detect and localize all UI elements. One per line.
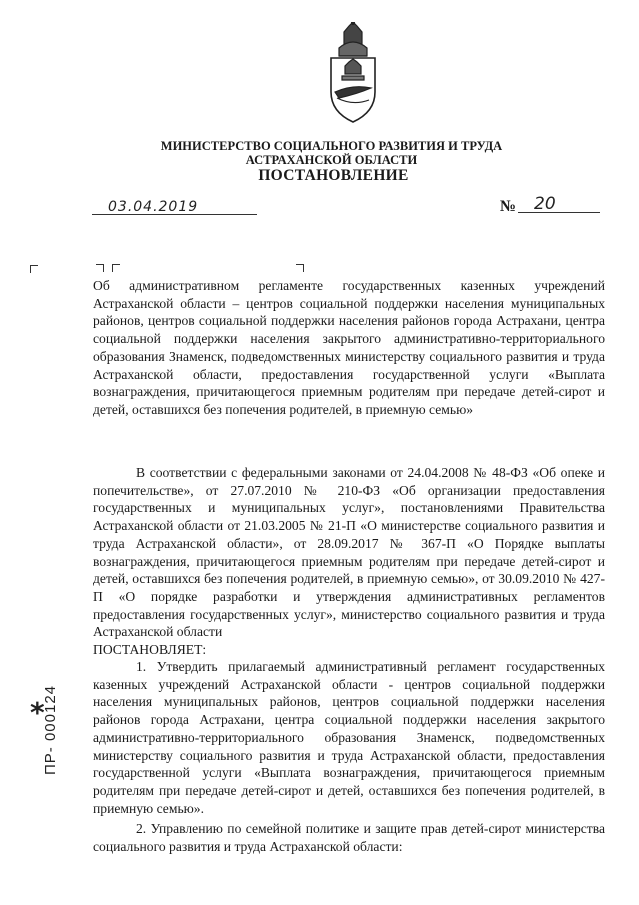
corner-mark xyxy=(30,265,38,273)
margin-asterisk: * xyxy=(30,696,45,729)
decree-word: ПОСТАНОВЛЯЕТ: xyxy=(93,642,207,657)
ministry-name-line1: МИНИСТЕРСТВО СОЦИАЛЬНОГО РАЗВИТИЯ И ТРУДА xyxy=(160,139,503,153)
corner-mark xyxy=(96,264,104,272)
document-date: 03.04.2019 xyxy=(108,199,199,215)
coat-of-arms-icon xyxy=(325,22,381,126)
corner-mark xyxy=(112,264,120,272)
preamble-paragraph: В соответствии с федеральными законами от 24.04.2008 № 48-ФЗ «Об опеке и попечительстве», от 27.07.2010 № 210-ФЗ «Об организации предоставления государственных и муниципальных услуг», постановлениями Правительства Астраханской области от 21.03.2005 № 21-П «О министерстве социального развития и труда Астраханской области», от 28.09.2017 № 367-П «О Порядке выплаты вознаграждения, причитающегося приемным родителям при передаче детей-сирот и детей, оставшихся без попечения родителей, в приемную семью», от 30.09.2010 № 427-П «О порядке разработки и утверждения административных регламентов предоставления государственных услуг», министерство социального развития и труда Астраханской области xyxy=(93,465,605,640)
document-type-title: ПОСТАНОВЛЕНИЕ xyxy=(258,167,409,184)
document-subject: Об административном регламенте государственных казенных учреждений Астраханской области – центров социальной поддержки населения муниципальных районов, центров социальной поддержки населения районов города Астрахани, центра социальной поддержки населения закрытого административно-территориального образования Знаменск, подведомственных министерству социального развития и труда Астраханской области, предоставления государственной услуги «Выплата вознаграждения, причитающегося приемным родителям при передаче детей-сирот и детей, оставшихся без попечения родителей, в приемную семью» xyxy=(93,278,605,417)
number-label: № xyxy=(500,198,517,215)
registration-number: ПР- 000124 xyxy=(42,684,59,775)
decree-item-1: 1. Утвердить прилагаемый административный регламент государственных казенных учреждений Астраханской области - центров социальной поддержки населения муниципальных районов, центров социальной поддержки населения районов города Астрахани, центра социальной поддержки населения закрытого административно-территориального образования Знаменск, подведомственных министерству социального развития и труда Астраханской области, предоставления государственной услуги «Выплата вознаграждения, причитающегося приемным родителям при передаче детей-сирот и детей, оставшихся без попечения родителей, в приемную семью». xyxy=(93,659,605,816)
corner-mark xyxy=(296,264,304,272)
document-number: 20 xyxy=(534,194,556,214)
number-underline xyxy=(518,212,600,213)
decree-item-2: 2. Управлению по семейной политике и защите прав детей-сирот министерства социального развития и труда Астраханской области: xyxy=(93,821,605,854)
date-underline xyxy=(92,214,257,215)
ministry-name-line2: АСТРАХАНСКОЙ ОБЛАСТИ xyxy=(245,153,418,167)
